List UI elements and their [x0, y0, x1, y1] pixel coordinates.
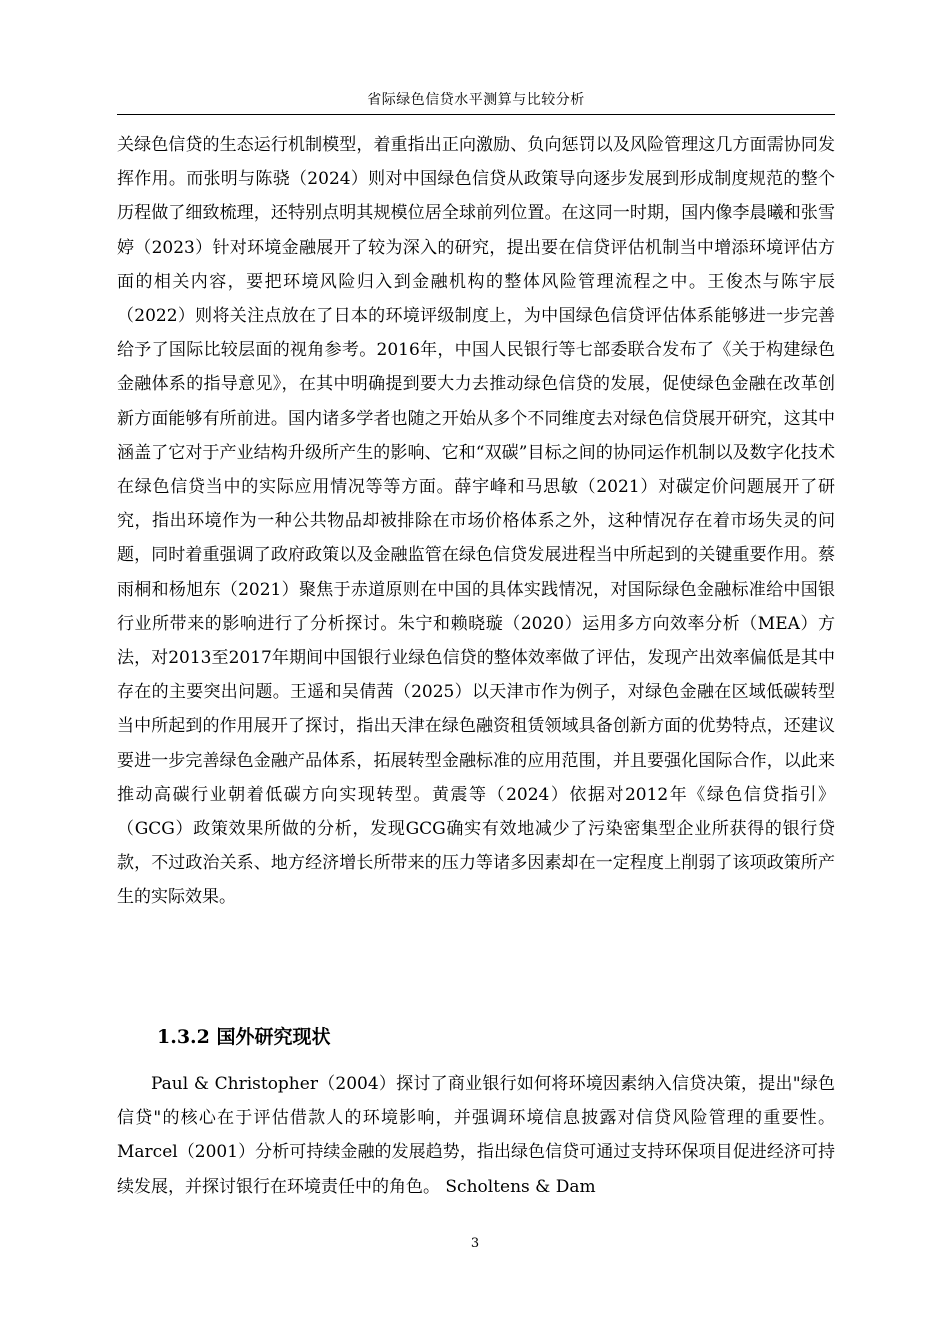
section-heading: 1.3.2 国外研究现状	[157, 1026, 331, 1048]
page-number: 3	[470, 1236, 480, 1251]
running-header: 省际绿色信贷水平测算与比较分析	[367, 92, 585, 108]
body-paragraph-domestic-research: 关绿色信贷的生态运行机制模型，着重指出正向激励、负向惩罚以及风险管理这几方面需协同发挥作用。而张明与陈骁（2024）则对中国绿色信贷从政策导向逐步发展到形成制度规范的整个历程做了细致梳理，还特别点明其规模位居全球前列位置。在这同一时期，国内像李晨曦和张雪婷（2023）针对环境金融展开了较为深入的研究，提出要在信贷评估机制当中增添环境评估方面的相关内容，要把环境风险归入到金融机构的整体风险管理流程之中。王俊杰与陈宇辰（2022）则将关注点放在了日本的环境评级制度上，为中国绿色信贷评估体系能够进一步完善给予了国际比较层面的视角参考。2016年，中国人民银行等七部委联合发布了《关于构建绿色金融体系的指导意见》，在其中明确提到要大力去推动绿色信贷的发展，促使绿色金融在改革创新方面能够有所前进。国内诸多学者也随之开始从多个不同维度去对绿色信贷展开研究，这其中涵盖了它对于产业结构升级所产生的影响、它和“双碳”目标之间的协同运作机制以及数字化技术在绿色信贷当中的实际应用情况等等方面。薛宇峰和马思敏（2021）对碳定价问题展开了研究，指出环境作为一种公共物品却被排除在市场价格体系之外，这种情况存在着市场失灵的问题，同时着重强调了政府政策以及金融监管在绿色信贷发展进程当中所起到的关键重要作用。蔡雨桐和杨旭东（2021）聚焦于赤道原则在中国的具体实践情况，对国际绿色金融标准给中国银行业所带来的影响进行了分析探讨。朱宁和赖晓璇（2020）运用多方向效率分析（MEA）方法，对2013至2017年期间中国银行业绿色信贷的整体效率做了评估，发现产出效率偏低是其中存在的主要突出问题。王遥和吴倩茜（2025）以天津市作为例子，对绿色金融在区域低碳转型当中所起到的作用展开了探讨，指出天津在绿色融资租赁领域具备创新方面的优势特点，还建议要进一步完善绿色金融产品体系，拓展转型金融标准的应用范围，并且要强化国际合作，以此来推动高碳行业朝着低碳方向实现转型。黄震等（2024）依据对2012年《绿色信贷指引》（GCG）政策效果所做的分析，发现GCG确实有效地减少了污染密集型企业所获得的银行贷款，不过政治关系、地方经济增长所带来的压力等诸多因素却在一定程度上削弱了该项政策所产生的实际效果。	[117, 135, 835, 908]
body-paragraph-foreign-research: Paul & Christopher（2004）探讨了商业银行如何将环境因素纳入信贷决策，提出"绿色信贷"的核心在于评估借款人的环境影响，并强调环境信息披露对信贷风险管理的重要性。Marcel（2001）分析可持续金融的发展趋势，指出绿色信贷可通过支持环保项目促进经济可持续发展，并探讨银行在环境责任中的角色。 Scholtens & Dam	[117, 1074, 835, 1197]
header-divider	[117, 114, 835, 115]
